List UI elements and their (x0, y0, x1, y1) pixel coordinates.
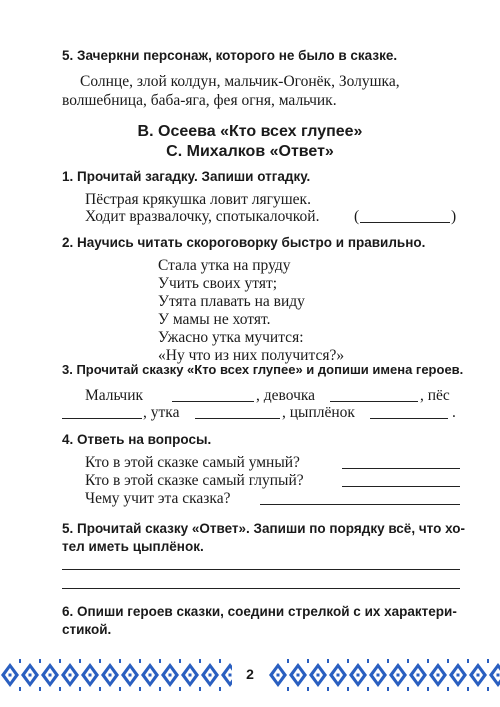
task-5b-heading-1: 5. Прочитай сказку «Ответ». Запиши по порядку всё, что хо- (62, 521, 465, 536)
ornament-tick (179, 687, 181, 691)
task-2-heading: 2. Научись читать скороговорку быстро и правильно. (62, 235, 426, 250)
ornament-tick (287, 687, 289, 691)
hero-line-dog[interactable] (62, 418, 142, 419)
task-5-line-1: Солнце, злой колдун, мальчик-Огонёк, Золушка, (80, 73, 400, 90)
ornament-dot (277, 674, 280, 677)
ornament-tick (427, 687, 429, 691)
ornament-dot (109, 674, 112, 677)
ornament-tick (179, 659, 181, 663)
ornament-dot (149, 674, 152, 677)
ornament-tick (467, 687, 469, 691)
hero-period: . (452, 404, 456, 421)
riddle-line-2: Ходит вразвалочку, спотыкалочкой. (85, 208, 320, 225)
ornament-tick (139, 659, 141, 663)
question-3: Чему учит эта сказка? (85, 490, 231, 507)
ornament-dot (69, 674, 72, 677)
ornament-tick (367, 687, 369, 691)
ornament-dot (49, 674, 52, 677)
answer-line-3[interactable] (260, 504, 460, 505)
tongue-twister-line-5: Ужасно утка мучится: (158, 329, 304, 346)
ornament-tick (387, 659, 389, 663)
ornament-dot (89, 674, 92, 677)
hero-label-chick: , цыплёнок (282, 404, 355, 421)
ornament-tick (59, 659, 61, 663)
ornament-tick (59, 687, 61, 691)
ornament-tick (487, 659, 489, 663)
ornament-tick (119, 687, 121, 691)
ornament-tick (327, 687, 329, 691)
ornament-tick (487, 687, 489, 691)
ornament-tick (347, 687, 349, 691)
hero-line-girl[interactable] (330, 401, 418, 402)
tongue-twister-line-3: Утята плавать на виду (158, 293, 305, 310)
tongue-twister-line-4: У мамы не хотят. (158, 311, 271, 328)
ornament-dot (189, 674, 192, 677)
ornament-dot (457, 674, 460, 677)
task-1-heading: 1. Прочитай загадку. Запиши отгадку. (62, 169, 311, 184)
question-1: Кто в этой сказке самый умный? (85, 454, 300, 471)
task-3-heading: 3. Прочитай сказку «Кто всех глупее» и допиши имена героев. (62, 362, 464, 377)
ornament-tick (407, 687, 409, 691)
ornament-tick (159, 687, 161, 691)
ornament-dot (317, 674, 320, 677)
hero-label-dog: , пёс (420, 387, 450, 404)
ornament-tick (119, 659, 121, 663)
hero-label-girl: , девочка (256, 387, 316, 404)
ornament-tick (467, 659, 469, 663)
ornament-tick (199, 687, 201, 691)
tongue-twister-line-1: Стала утка на пруду (158, 257, 291, 274)
hero-label-duck: , утка (143, 404, 180, 421)
answer-open-paren: ( (354, 208, 360, 225)
ornament-dot (417, 674, 420, 677)
ornament-tick (307, 659, 309, 663)
ornament-dot (297, 674, 300, 677)
ornament-dot (229, 674, 232, 677)
ornament-dot (357, 674, 360, 677)
ornament-tick (447, 687, 449, 691)
ornament-tick (447, 659, 449, 663)
ornament-dot (9, 674, 12, 677)
ornament-tick (99, 659, 101, 663)
section-title-2: С. Михалков «Ответ» (166, 143, 334, 160)
task-5-heading: 5. Зачеркни персонаж, которого не было в сказке. (62, 48, 398, 63)
ornament-tick (159, 659, 161, 663)
ornament-tick (407, 659, 409, 663)
ornament-dot (29, 674, 32, 677)
ornament-tick (139, 687, 141, 691)
hero-line-chick[interactable] (370, 418, 448, 419)
ornament-tick (99, 687, 101, 691)
ornament-tick (427, 659, 429, 663)
ornament-tick (79, 659, 81, 663)
ornament-dot (397, 674, 400, 677)
hero-label-boy: Мальчик (85, 387, 144, 404)
folk-ornament-right (268, 655, 500, 695)
folk-ornament-left (0, 655, 232, 695)
answer-line-1[interactable] (342, 468, 460, 469)
write-line-2[interactable] (62, 588, 460, 589)
ornament-dot (497, 674, 500, 677)
riddle-answer-line[interactable] (360, 222, 450, 223)
ornament-tick (347, 659, 349, 663)
answer-close-paren: ) (451, 208, 457, 225)
page-number: 2 (246, 666, 254, 682)
tongue-twister-line-2: Учить своих утят; (158, 275, 278, 292)
ornament-tick (307, 687, 309, 691)
task-6-heading-2: стикой. (62, 622, 112, 637)
write-line-1[interactable] (62, 569, 460, 570)
ornament-dot (377, 674, 380, 677)
ornament-tick (219, 687, 221, 691)
task-5b-heading-2: тел иметь цыплёнок. (62, 539, 204, 554)
ornament-dot (209, 674, 212, 677)
hero-line-duck[interactable] (195, 418, 280, 419)
ornament-dot (337, 674, 340, 677)
answer-line-2[interactable] (342, 486, 460, 487)
tongue-twister-line-6: «Ну что из них получится?» (158, 347, 345, 364)
ornament-tick (327, 659, 329, 663)
ornament-tick (79, 687, 81, 691)
ornament-tick (199, 659, 201, 663)
ornament-tick (219, 659, 221, 663)
task-5-line-2: волшебница, баба-яга, фея огня, мальчик. (62, 92, 337, 109)
task-4-heading: 4. Ответь на вопросы. (62, 432, 212, 447)
ornament-dot (129, 674, 132, 677)
ornament-tick (19, 659, 21, 663)
riddle-line-1: Пёстрая крякушка ловит лягушек. (85, 191, 311, 208)
ornament-dot (169, 674, 172, 677)
ornament-dot (477, 674, 480, 677)
section-title-1: В. Осеева «Кто всех глупее» (137, 123, 363, 140)
ornament-tick (367, 659, 369, 663)
hero-line-boy[interactable] (172, 401, 254, 402)
ornament-tick (387, 687, 389, 691)
ornament-tick (39, 687, 41, 691)
ornament-tick (287, 659, 289, 663)
task-6-heading-1: 6. Опиши героев сказки, соедини стрелкой с их характери- (62, 604, 457, 619)
ornament-dot (437, 674, 440, 677)
ornament-tick (39, 659, 41, 663)
ornament-tick (19, 687, 21, 691)
question-2: Кто в этой сказке самый глупый? (85, 472, 304, 489)
